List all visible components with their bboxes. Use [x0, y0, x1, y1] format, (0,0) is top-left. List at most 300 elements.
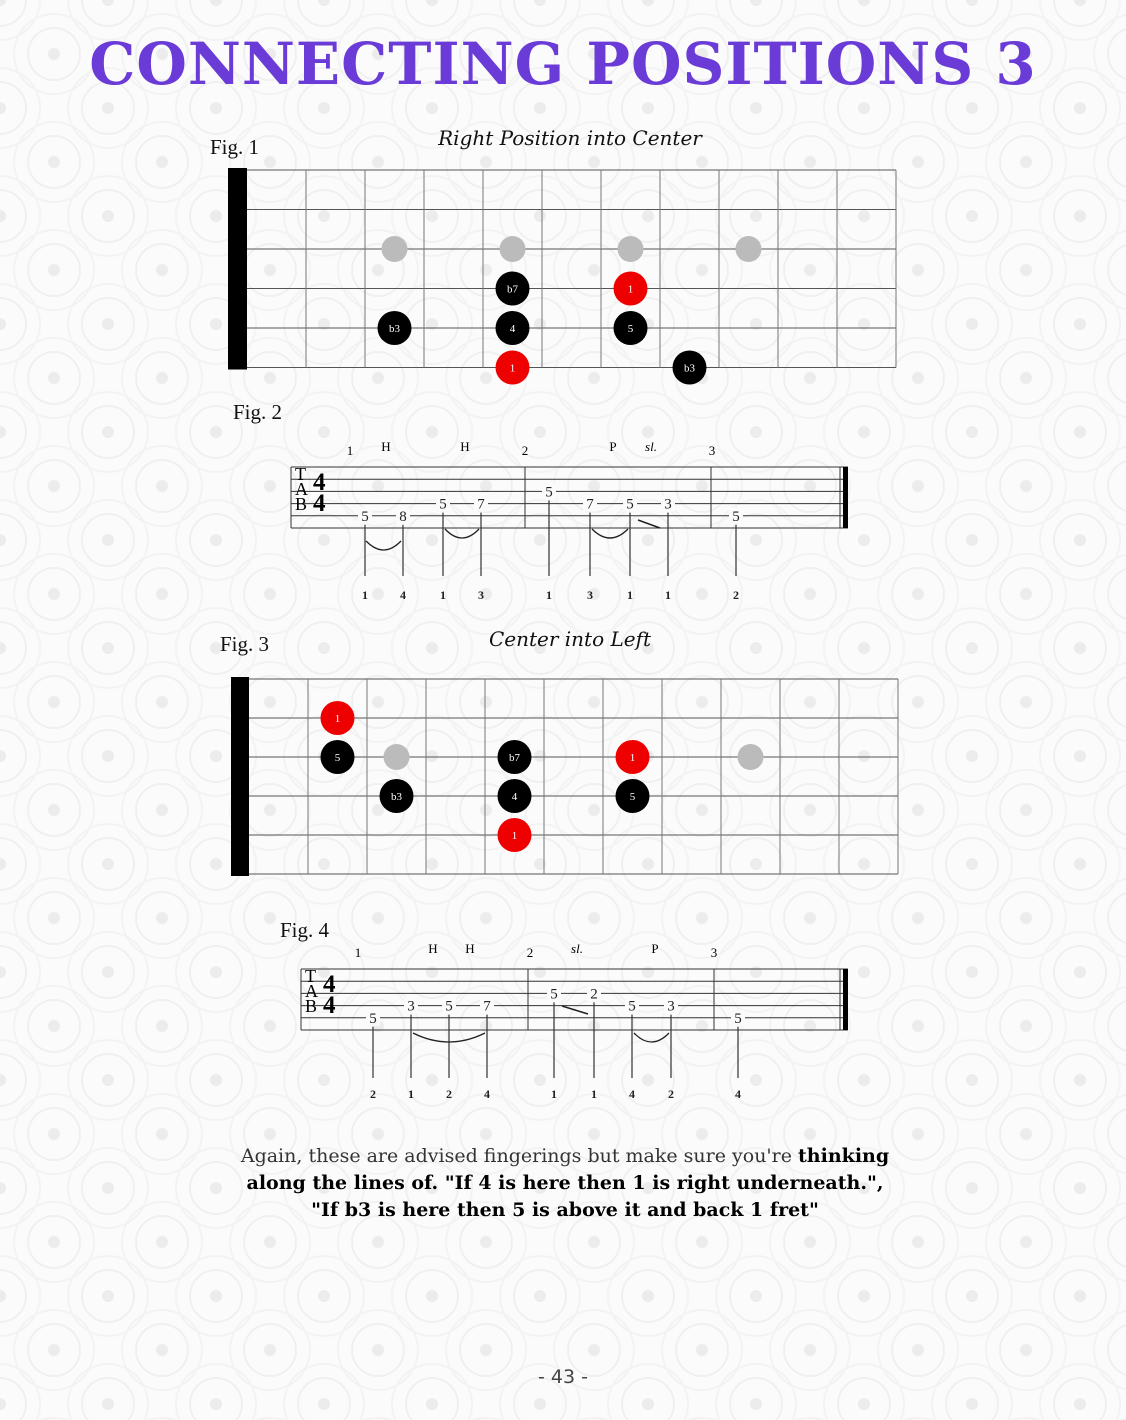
- bg-dot: [264, 1344, 276, 1356]
- bg-dot: [642, 102, 654, 114]
- bg-dot: [210, 1182, 222, 1194]
- fig4-label: Fig. 4: [280, 918, 330, 942]
- fret-number: 5: [550, 986, 558, 1003]
- bg-dot: [264, 1128, 276, 1140]
- finger-number: 1: [440, 588, 446, 602]
- bg-dot: [48, 1236, 60, 1248]
- note-dot: [378, 311, 412, 345]
- bg-dot: [912, 264, 924, 276]
- bg-dot: [1074, 1398, 1086, 1410]
- bg-dot: [1020, 1020, 1032, 1032]
- fret-number: 5: [361, 508, 369, 525]
- bg-dot: [1074, 102, 1086, 114]
- articulation-mark: P: [651, 941, 659, 956]
- bg-dot: [696, 1128, 708, 1140]
- bg-dot: [426, 1290, 438, 1302]
- bg-dot: [210, 426, 222, 438]
- tab-clef-letter: A: [295, 479, 308, 499]
- bg-dot: [804, 1236, 816, 1248]
- bg-dot: [534, 1398, 546, 1410]
- final-barline-thick: [843, 467, 848, 528]
- bg-dot: [1020, 1236, 1032, 1248]
- bg-dot: [372, 1236, 384, 1248]
- tab-clef-letter: A: [305, 981, 318, 1001]
- bg-dot: [912, 1020, 924, 1032]
- bg-ring: [1108, 676, 1126, 728]
- finger-number: 2: [733, 588, 739, 602]
- note-dot: [496, 311, 530, 345]
- bg-dot: [48, 156, 60, 168]
- fret-number: 3: [407, 998, 415, 1015]
- bg-dot: [588, 1344, 600, 1356]
- bg-dot: [48, 372, 60, 384]
- bg-dot: [0, 210, 6, 222]
- finger-number: 4: [629, 1087, 635, 1101]
- bg-dot: [858, 102, 870, 114]
- bg-ring: [1108, 460, 1126, 512]
- bg-dot: [156, 1344, 168, 1356]
- bg-dot: [210, 102, 222, 114]
- bg-dot: [210, 858, 222, 870]
- fig1-subtitle: Right Position into Center: [438, 126, 702, 150]
- articulation-mark: H: [460, 439, 470, 454]
- fret-number: 5: [628, 998, 636, 1015]
- note-dot: [614, 272, 648, 306]
- bg-dot: [966, 1290, 978, 1302]
- bg-dot: [1020, 480, 1032, 492]
- bg-dot: [264, 1236, 276, 1248]
- fret-number: 5: [445, 998, 453, 1015]
- bg-dot: [210, 534, 222, 546]
- bg-dot: [912, 588, 924, 600]
- finger-number: 2: [446, 1087, 452, 1101]
- bg-dot: [48, 696, 60, 708]
- note-dot: [380, 779, 414, 813]
- fret-number: 5: [626, 496, 634, 513]
- bg-ring: [1108, 244, 1126, 296]
- measure-number: 3: [708, 443, 716, 458]
- bg-dot: [0, 0, 6, 6]
- measure-number: 1: [354, 945, 362, 960]
- bg-ring: [1108, 352, 1126, 404]
- note-label: 1: [509, 362, 516, 375]
- bg-dot: [156, 804, 168, 816]
- bg-dot: [1074, 0, 1086, 6]
- bg-dot: [102, 318, 114, 330]
- bg-dot: [966, 966, 978, 978]
- bg-dot: [264, 588, 276, 600]
- measure-number: 2: [526, 945, 534, 960]
- time-signature-digit: 4: [313, 469, 326, 496]
- note-label: 1: [627, 283, 634, 296]
- bg-dot: [696, 912, 708, 924]
- bg-ring: [1108, 1000, 1126, 1052]
- bg-dot: [102, 0, 114, 6]
- fret-marker: [618, 236, 644, 262]
- note-label: b3: [389, 323, 400, 335]
- bg-dot: [1020, 696, 1032, 708]
- bg-dot: [0, 1398, 6, 1410]
- final-barline-thick: [843, 969, 848, 1030]
- fig4-tablature: [292, 938, 862, 1108]
- bg-dot: [966, 318, 978, 330]
- bg-dot: [372, 912, 384, 924]
- finger-number: 2: [370, 1087, 376, 1101]
- fret-marker: [500, 236, 526, 262]
- fret-marker: [738, 744, 764, 770]
- bg-dot: [210, 750, 222, 762]
- bg-dot: [102, 966, 114, 978]
- fret-number: 5: [734, 1010, 742, 1027]
- note-dot: [496, 351, 530, 385]
- bg-dot: [156, 1128, 168, 1140]
- slur-arc: [634, 1033, 669, 1042]
- bg-dot: [0, 750, 6, 762]
- note-label: 5: [627, 323, 634, 335]
- bg-dot: [912, 696, 924, 708]
- note-dot: [498, 779, 532, 813]
- note-dot: [616, 740, 650, 774]
- bg-dot: [1074, 426, 1086, 438]
- articulation-mark: H: [428, 941, 438, 956]
- bg-dot: [0, 1182, 6, 1194]
- bg-ring: [1108, 892, 1126, 944]
- slur-arc: [592, 529, 628, 538]
- bg-dot: [750, 102, 762, 114]
- bg-dot: [912, 1344, 924, 1356]
- note-dot: [321, 701, 355, 735]
- bg-dot: [912, 1128, 924, 1140]
- fret-number: 3: [664, 496, 672, 513]
- bg-dot: [966, 210, 978, 222]
- articulation-mark: P: [609, 439, 617, 454]
- tab-clef-letter: T: [295, 464, 306, 484]
- bg-dot: [264, 480, 276, 492]
- fret-number: 2: [590, 986, 598, 1003]
- bg-dot: [858, 1398, 870, 1410]
- page-title: CONNECTING POSITIONS 3: [89, 30, 1037, 98]
- bg-dot: [912, 912, 924, 924]
- bg-dot: [0, 102, 6, 114]
- fret-marker: [382, 236, 408, 262]
- bg-dot: [210, 1290, 222, 1302]
- fig1-label: Fig. 1: [210, 135, 260, 159]
- fret-marker: [736, 236, 762, 262]
- note-label: b3: [684, 362, 695, 375]
- bg-dot: [804, 912, 816, 924]
- bg-dot: [1074, 318, 1086, 330]
- bg-dot: [966, 0, 978, 6]
- finger-number: 4: [735, 1087, 741, 1101]
- bg-dot: [1074, 966, 1086, 978]
- bg-dot: [480, 912, 492, 924]
- finger-number: 4: [400, 588, 406, 602]
- fret-number: 5: [545, 484, 553, 501]
- bg-dot: [750, 642, 762, 654]
- bg-dot: [48, 1344, 60, 1356]
- bg-dot: [642, 1398, 654, 1410]
- bg-dot: [48, 588, 60, 600]
- fig1-fretboard: [228, 164, 900, 390]
- bg-dot: [1020, 912, 1032, 924]
- bg-dot: [804, 1344, 816, 1356]
- bg-dot: [156, 1236, 168, 1248]
- fig3-label: Fig. 3: [220, 632, 270, 656]
- bg-dot: [966, 102, 978, 114]
- finger-number: 3: [587, 588, 593, 602]
- bg-dot: [0, 966, 6, 978]
- bg-dot: [1074, 642, 1086, 654]
- fret-number: 8: [399, 508, 407, 525]
- bg-dot: [210, 318, 222, 330]
- finger-number: 3: [478, 588, 484, 602]
- note-dot: [614, 311, 648, 345]
- fret-number: 7: [586, 496, 594, 513]
- bg-dot: [1074, 750, 1086, 762]
- note-label: 1: [334, 713, 341, 725]
- tab-clef-letter: B: [295, 494, 308, 514]
- bg-dot: [156, 372, 168, 384]
- bg-ring: [1108, 136, 1126, 188]
- bg-dot: [318, 1290, 330, 1302]
- fret-number: 5: [439, 496, 447, 513]
- bg-dot: [156, 588, 168, 600]
- bg-dot: [696, 1344, 708, 1356]
- bg-dot: [372, 1344, 384, 1356]
- slur-arc: [366, 541, 401, 550]
- finger-number: 1: [627, 588, 633, 602]
- fret-number: 5: [732, 508, 740, 525]
- body-paragraph: [230, 1143, 900, 1224]
- bg-dot: [48, 1020, 60, 1032]
- finger-number: 2: [668, 1087, 674, 1101]
- articulation-mark: H: [465, 941, 475, 956]
- measure-number: 3: [710, 945, 718, 960]
- bg-dot: [480, 1128, 492, 1140]
- bg-dot: [426, 0, 438, 6]
- bg-dot: [156, 696, 168, 708]
- bg-dot: [1074, 858, 1086, 870]
- bg-dot: [588, 912, 600, 924]
- bg-dot: [0, 1290, 6, 1302]
- bg-dot: [966, 1182, 978, 1194]
- bg-dot: [1074, 210, 1086, 222]
- bg-dot: [318, 0, 330, 6]
- bg-dot: [588, 1236, 600, 1248]
- note-dot: [673, 351, 707, 385]
- finger-number: 1: [362, 588, 368, 602]
- bg-dot: [858, 0, 870, 6]
- note-dot: [496, 272, 530, 306]
- bg-dot: [804, 1128, 816, 1140]
- time-signature-digit: 4: [313, 490, 326, 517]
- bg-dot: [210, 966, 222, 978]
- bg-dot: [156, 912, 168, 924]
- bg-dot: [156, 264, 168, 276]
- note-dot: [498, 740, 532, 774]
- bg-dot: [588, 1128, 600, 1140]
- bg-dot: [696, 1236, 708, 1248]
- bg-dot: [912, 372, 924, 384]
- bg-dot: [0, 1074, 6, 1086]
- bg-dot: [102, 102, 114, 114]
- bg-dot: [264, 1020, 276, 1032]
- bg-dot: [912, 480, 924, 492]
- bg-dot: [102, 1074, 114, 1086]
- bg-dot: [858, 642, 870, 654]
- fret-number: 7: [483, 998, 491, 1015]
- tab-clef-letter: B: [305, 996, 318, 1016]
- articulation-mark: sl.: [571, 941, 583, 956]
- bg-dot: [912, 156, 924, 168]
- bg-dot: [0, 426, 6, 438]
- slide-line: [562, 1006, 588, 1014]
- fret-number: 7: [477, 496, 485, 513]
- bg-dot: [102, 426, 114, 438]
- bg-dot: [210, 1074, 222, 1086]
- bg-dot: [156, 156, 168, 168]
- bg-dot: [1020, 264, 1032, 276]
- finger-number: 1: [591, 1087, 597, 1101]
- measure-number: 1: [346, 443, 354, 458]
- bg-ring: [1108, 568, 1126, 620]
- bg-dot: [966, 1074, 978, 1086]
- bg-dot: [318, 1398, 330, 1410]
- bg-dot: [48, 264, 60, 276]
- bg-dot: [858, 1290, 870, 1302]
- bg-dot: [1020, 1344, 1032, 1356]
- bg-dot: [1074, 1074, 1086, 1086]
- bg-dot: [1074, 1182, 1086, 1194]
- bg-dot: [534, 102, 546, 114]
- bg-dot: [102, 534, 114, 546]
- bg-dot: [966, 534, 978, 546]
- bg-dot: [912, 804, 924, 816]
- fig3-fretboard: [231, 672, 901, 900]
- tab-clef-letter: T: [305, 966, 316, 986]
- bg-dot: [210, 1398, 222, 1410]
- bg-dot: [48, 480, 60, 492]
- note-dot: [498, 818, 532, 852]
- bg-dot: [1020, 804, 1032, 816]
- bg-dot: [1020, 1128, 1032, 1140]
- bg-dot: [156, 480, 168, 492]
- note-dot: [616, 779, 650, 813]
- bg-dot: [156, 1020, 168, 1032]
- bg-dot: [210, 210, 222, 222]
- bg-ring: [1108, 1108, 1126, 1160]
- note-label: 4: [509, 323, 516, 335]
- finger-number: 1: [546, 588, 552, 602]
- bg-dot: [318, 642, 330, 654]
- bg-dot: [210, 0, 222, 6]
- measure-number: 2: [521, 443, 529, 458]
- bg-dot: [966, 1398, 978, 1410]
- bg-dot: [480, 1236, 492, 1248]
- articulation-mark: H: [381, 439, 391, 454]
- bg-dot: [966, 750, 978, 762]
- bg-dot: [48, 912, 60, 924]
- nut: [228, 168, 247, 370]
- note-label: 1: [629, 752, 636, 764]
- body-text-bold: thinking along the lines of. "If 4 is here then 1 is right underneath.", "If b3 is here then 5 is above it and back 1 fret": [246, 1145, 890, 1221]
- time-signature-digit: 4: [323, 971, 336, 998]
- bg-dot: [372, 1128, 384, 1140]
- finger-number: 1: [551, 1087, 557, 1101]
- bg-dot: [642, 0, 654, 6]
- bg-ring: [1108, 1216, 1126, 1268]
- bg-dot: [48, 804, 60, 816]
- bg-dot: [0, 318, 6, 330]
- bg-dot: [102, 642, 114, 654]
- bg-dot: [642, 1290, 654, 1302]
- finger-number: 4: [484, 1087, 490, 1101]
- bg-dot: [48, 1128, 60, 1140]
- bg-dot: [1020, 156, 1032, 168]
- body-text-regular: Again, these are advised fingerings but make sure you're: [240, 1145, 799, 1167]
- articulation-mark: sl.: [645, 439, 657, 454]
- nut: [231, 677, 249, 876]
- bg-dot: [0, 858, 6, 870]
- note-label: 5: [629, 791, 636, 803]
- bg-dot: [102, 750, 114, 762]
- bg-dot: [750, 1290, 762, 1302]
- page-number: - 43 -: [538, 1366, 588, 1388]
- time-signature-digit: 4: [323, 992, 336, 1019]
- bg-dot: [1020, 588, 1032, 600]
- bg-dot: [1020, 372, 1032, 384]
- note-label: 4: [511, 791, 518, 803]
- finger-number: 1: [408, 1087, 414, 1101]
- note-label: 5: [334, 752, 341, 764]
- bg-dot: [1074, 534, 1086, 546]
- bg-dot: [102, 1398, 114, 1410]
- bg-dot: [912, 1236, 924, 1248]
- fig3-subtitle: Center into Left: [488, 627, 652, 651]
- note-dot: [321, 740, 355, 774]
- bg-dot: [0, 642, 6, 654]
- fig2-tablature: [282, 436, 862, 606]
- bg-dot: [102, 858, 114, 870]
- bg-dot: [750, 1398, 762, 1410]
- bg-dot: [534, 1290, 546, 1302]
- bg-dot: [480, 1344, 492, 1356]
- bg-dot: [426, 102, 438, 114]
- bg-dot: [966, 426, 978, 438]
- slur-arc: [445, 529, 479, 538]
- bg-dot: [264, 912, 276, 924]
- fret-number: 3: [667, 998, 675, 1015]
- bg-dot: [0, 534, 6, 546]
- note-label: b7: [507, 283, 518, 296]
- bg-dot: [750, 0, 762, 6]
- note-label: b3: [391, 791, 402, 803]
- bg-dot: [102, 210, 114, 222]
- fret-number: 5: [369, 1010, 377, 1027]
- slide-line: [638, 520, 660, 528]
- bg-dot: [966, 642, 978, 654]
- bg-ring: [1108, 784, 1126, 836]
- fret-marker: [384, 744, 410, 770]
- bg-dot: [426, 1398, 438, 1410]
- note-label: b7: [509, 752, 520, 764]
- bg-dot: [1074, 1290, 1086, 1302]
- finger-number: 1: [665, 588, 671, 602]
- bg-dot: [102, 1182, 114, 1194]
- bg-dot: [534, 0, 546, 6]
- bg-dot: [318, 102, 330, 114]
- note-label: 1: [511, 830, 518, 842]
